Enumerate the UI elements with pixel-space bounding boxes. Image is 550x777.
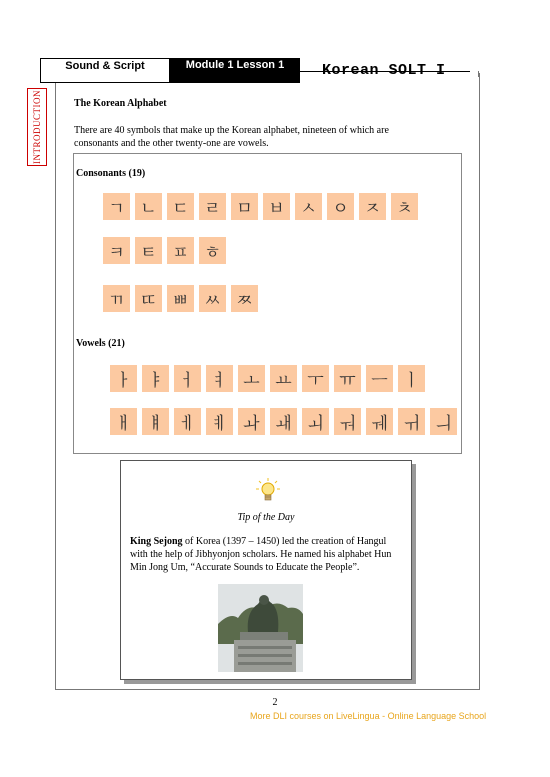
hangul-letter: ㄷ: [167, 193, 194, 220]
consonant-row: [103, 193, 418, 220]
sound-script-tab: Sound & Script: [40, 58, 170, 83]
intro-paragraph: There are 40 symbols that make up the Korean alphabet, nineteen of which are consonants and the other twenty-one are vowels.: [74, 125, 389, 149]
hangul-letter: ㅞ: [366, 408, 393, 435]
tip-name: King Sejong: [130, 536, 183, 547]
hangul-letter: ㅓ: [174, 365, 201, 392]
vowels-label: Vowels (21): [76, 338, 125, 349]
hangul-letter: ㅍ: [167, 237, 194, 264]
hangul-letter: ㅙ: [270, 408, 297, 435]
module-lesson-tab: Module 1 Lesson 1: [170, 58, 300, 83]
hangul-letter: ㅢ: [430, 408, 457, 435]
hangul-letter: ㅚ: [302, 408, 329, 435]
hangul-letter: ㅊ: [391, 193, 418, 220]
hangul-letter: ㅁ: [231, 193, 258, 220]
page-heading: The Korean Alphabet: [74, 98, 167, 109]
hangul-letter: ㅅ: [295, 193, 322, 220]
hangul-letter: ㅑ: [142, 365, 169, 392]
tip-body: [130, 535, 405, 574]
hangul-letter: ㅡ: [366, 365, 393, 392]
hangul-letter: ㅟ: [398, 408, 425, 435]
hangul-letter: ㅘ: [238, 408, 265, 435]
hangul-letter: ㅆ: [199, 285, 226, 312]
hangul-letter: ㅉ: [231, 285, 258, 312]
hangul-letter: ㅕ: [206, 365, 233, 392]
hangul-letter: ㅏ: [110, 365, 137, 392]
hangul-letter: ㅔ: [174, 408, 201, 435]
consonant-row: [103, 285, 258, 312]
hangul-letter: ㅗ: [238, 365, 265, 392]
hangul-letter: ㄱ: [103, 193, 130, 220]
header-rule-tick: [478, 71, 479, 77]
consonant-row: [103, 237, 226, 264]
hangul-letter: ㄴ: [135, 193, 162, 220]
hangul-letter: ㅠ: [334, 365, 361, 392]
hangul-letter: ㅐ: [110, 408, 137, 435]
hangul-letter: ㅣ: [398, 365, 425, 392]
consonants-label: Consonants (19): [76, 168, 146, 179]
hangul-letter: ㅂ: [263, 193, 290, 220]
tip-title: Tip of the Day: [237, 512, 295, 523]
hangul-letter: ㅜ: [302, 365, 329, 392]
page-number: 2: [272, 697, 278, 708]
hangul-letter: ㅒ: [142, 408, 169, 435]
king-sejong-statue-photo: [218, 584, 303, 672]
brand-title: Korean SOLT I: [322, 62, 446, 79]
hangul-letter: ㄸ: [135, 285, 162, 312]
hangul-letter: ㅖ: [206, 408, 233, 435]
hangul-letter: ㅝ: [334, 408, 361, 435]
vowel-row: [110, 365, 425, 392]
hangul-letter: ㅈ: [359, 193, 386, 220]
hangul-letter: ㅌ: [135, 237, 162, 264]
hangul-letter: ㅇ: [327, 193, 354, 220]
hangul-letter: ㅛ: [270, 365, 297, 392]
hangul-letter: ㄹ: [199, 193, 226, 220]
footer-course-link[interactable]: More DLI courses on LiveLingua - Online Language School: [250, 711, 487, 721]
hangul-letter: ㄲ: [103, 285, 130, 312]
tip-text: of Korea (1397 – 1450) led the creation of Hangul with the help of Jibhyonjon scholars. He named his alphabet Hun Min Jong Um, “Accurate Sounds to Educate the People”.: [130, 536, 392, 573]
vowel-row: [110, 408, 457, 435]
hangul-letter: ㅋ: [103, 237, 130, 264]
hangul-letter: ㅎ: [199, 237, 226, 264]
hangul-letter: ㅃ: [167, 285, 194, 312]
lightbulb-icon: [256, 478, 280, 504]
section-side-label: INTRODUCTION: [32, 90, 42, 164]
